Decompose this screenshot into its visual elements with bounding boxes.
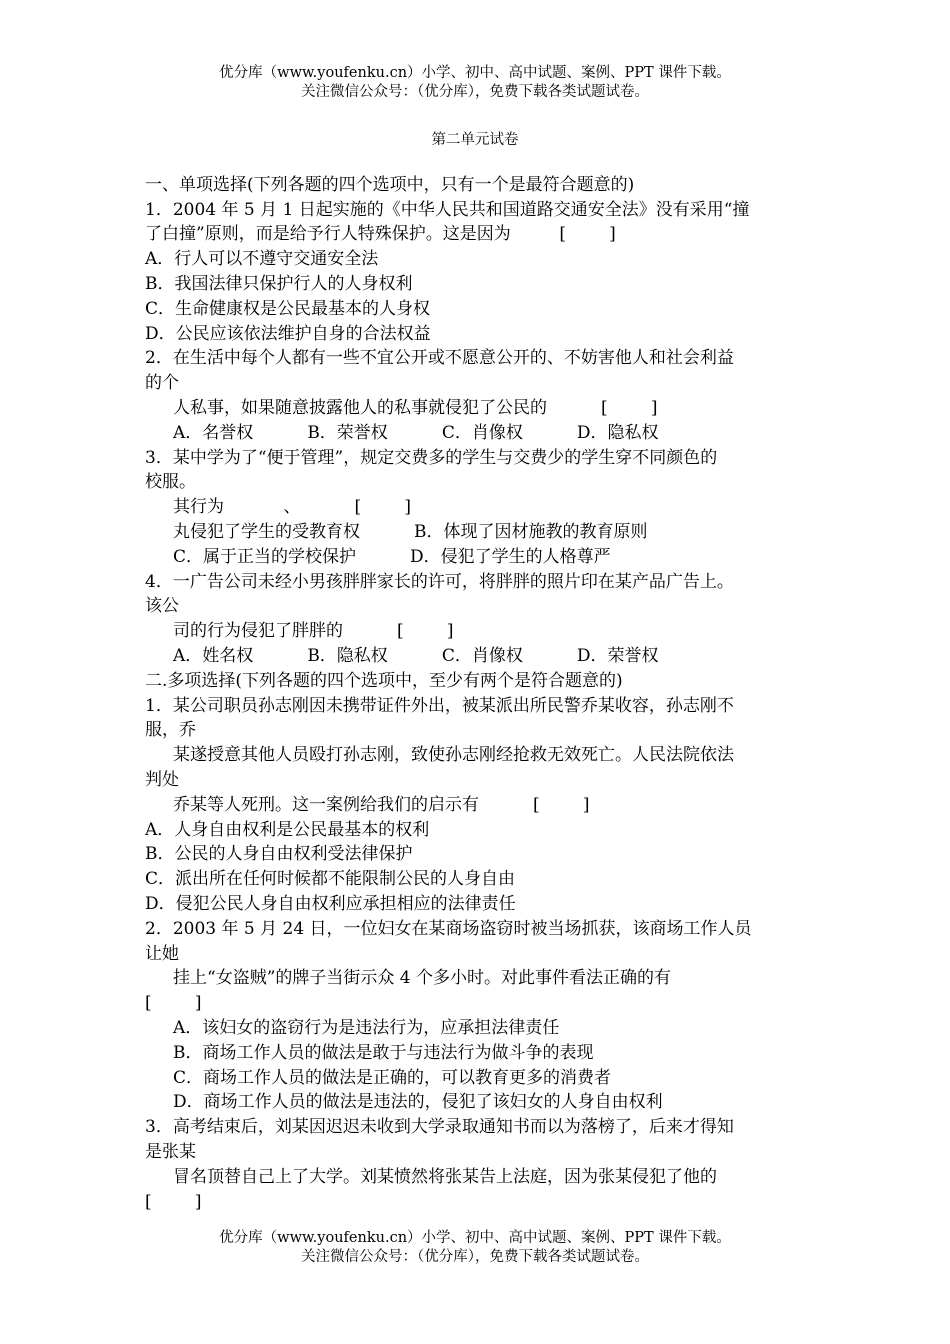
question-text: 2．2003 年 5 月 24 日，一位妇女在某商场盗窃时被当场抓获，该商场工作人员	[145, 919, 752, 939]
question-text: 乔某等人死刑。这一案例给我们的启示有 [ ]	[173, 795, 590, 815]
answer-bracket: [ ]	[145, 993, 202, 1013]
question-text: 的个	[145, 373, 179, 393]
question-text: 1．某公司职员孙志刚因未携带证件外出，被某派出所民警乔某收容，孙志刚不	[145, 696, 734, 716]
options-row: C．属于正当的学校保护 D．侵犯了学生的人格尊严	[173, 547, 611, 567]
question-text: 3．某中学为了“便于管理”，规定交费多的学生与交费少的学生穿不同颜色的	[145, 448, 718, 468]
question-text: 1．2004 年 5 月 1 日起实施的《中华人民共和国道路交通安全法》没有采用“撞	[145, 200, 750, 220]
option-text: B．商场工作人员的做法是敢于与违法行为做斗争的表现	[173, 1043, 594, 1063]
question-text: 该公	[145, 596, 179, 616]
options-row: A．名誉权 B．荣誉权 C．肖像权 D．隐私权	[173, 423, 659, 443]
section-heading: 一、单项选择(下列各题的四个选项中，只有一个是最符合题意的)	[145, 175, 635, 195]
page-title: 第二单元试卷	[431, 132, 519, 148]
options-row: A．姓名权 B．隐私权 C．肖像权 D．荣誉权	[173, 646, 659, 666]
option-text: C．派出所在任何时候都不能限制公民的人身自由	[145, 869, 516, 889]
question-text: 校服。	[145, 472, 196, 492]
option-text: D．商场工作人员的做法是违法的，侵犯了该妇女的人身自由权利	[173, 1092, 663, 1112]
question-text: 其行为 、 [ ]	[173, 497, 411, 517]
option-text: D．侵犯公民人身自由权利应承担相应的法律责任	[145, 894, 516, 914]
header-line-1: 优分库（www.youfenku.cn）小学、初中、高中试题、案例、PPT 课件下载。	[219, 65, 731, 81]
question-text: 冒名顶替自己上了大学。刘某愤然将张某告上法庭，因为张某侵犯了他的	[173, 1167, 717, 1187]
option-text: D．公民应该依法维护自身的合法权益	[145, 324, 431, 344]
footer-line-1: 优分库（www.youfenku.cn）小学、初中、高中试题、案例、PPT 课件下载。	[219, 1230, 731, 1246]
question-text: 服，乔	[145, 720, 196, 740]
section-heading: 二.多项选择(下列各题的四个选项中，至少有两个是符合题意的)	[145, 671, 623, 691]
footer-line-2: 关注微信公众号：（优分库），免费下载各类试题试卷。	[301, 1249, 649, 1265]
options-row: 丸侵犯了学生的受教育权 B．体现了因材施教的教育原则	[173, 522, 648, 542]
option-text: B．公民的人身自由权利受法律保护	[145, 844, 413, 864]
question-text: 司的行为侵犯了胖胖的 [ ]	[173, 621, 454, 641]
question-text: 4．一广告公司未经小男孩胖胖家长的许可，将胖胖的照片印在某产品广告上。	[145, 572, 734, 592]
option-text: C．生命健康权是公民最基本的人身权	[145, 299, 431, 319]
header-line-2: 关注微信公众号：（优分库），免费下载各类试题试卷。	[301, 84, 649, 100]
question-text: 3．高考结束后，刘某因迟迟未收到大学录取通知书而以为落榜了，后来才得知	[145, 1117, 734, 1137]
option-text: A．该妇女的盗窃行为是违法行为，应承担法律责任	[173, 1018, 560, 1038]
question-text: 某遂授意其他人员殴打孙志刚，致使孙志刚经抢救无效死亡。人民法院依法	[173, 745, 734, 765]
question-text: 让她	[145, 944, 179, 964]
option-text: C．商场工作人员的做法是正确的，可以教育更多的消费者	[173, 1068, 612, 1088]
question-text: 是张某	[145, 1142, 196, 1162]
question-text: 人私事，如果随意披露他人的私事就侵犯了公民的 [ ]	[173, 398, 658, 418]
option-text: A．人身自由权利是公民最基本的权利	[145, 820, 430, 840]
question-text: 挂上“女盗贼”的牌子当街示众 4 个多小时。对此事件看法正确的有	[173, 968, 672, 988]
question-text: 了白撞”原则，而是给予行人特殊保护。这是因为 [ ]	[145, 224, 616, 244]
answer-bracket: [ ]	[145, 1192, 202, 1212]
question-text: 2．在生活中每个人都有一些不宜公开或不愿意公开的、不妨害他人和社会利益	[145, 348, 734, 368]
option-text: A．行人可以不遵守交通安全法	[145, 249, 379, 269]
option-text: B．我国法律只保护行人的人身权利	[145, 274, 413, 294]
question-text: 判处	[145, 770, 179, 790]
